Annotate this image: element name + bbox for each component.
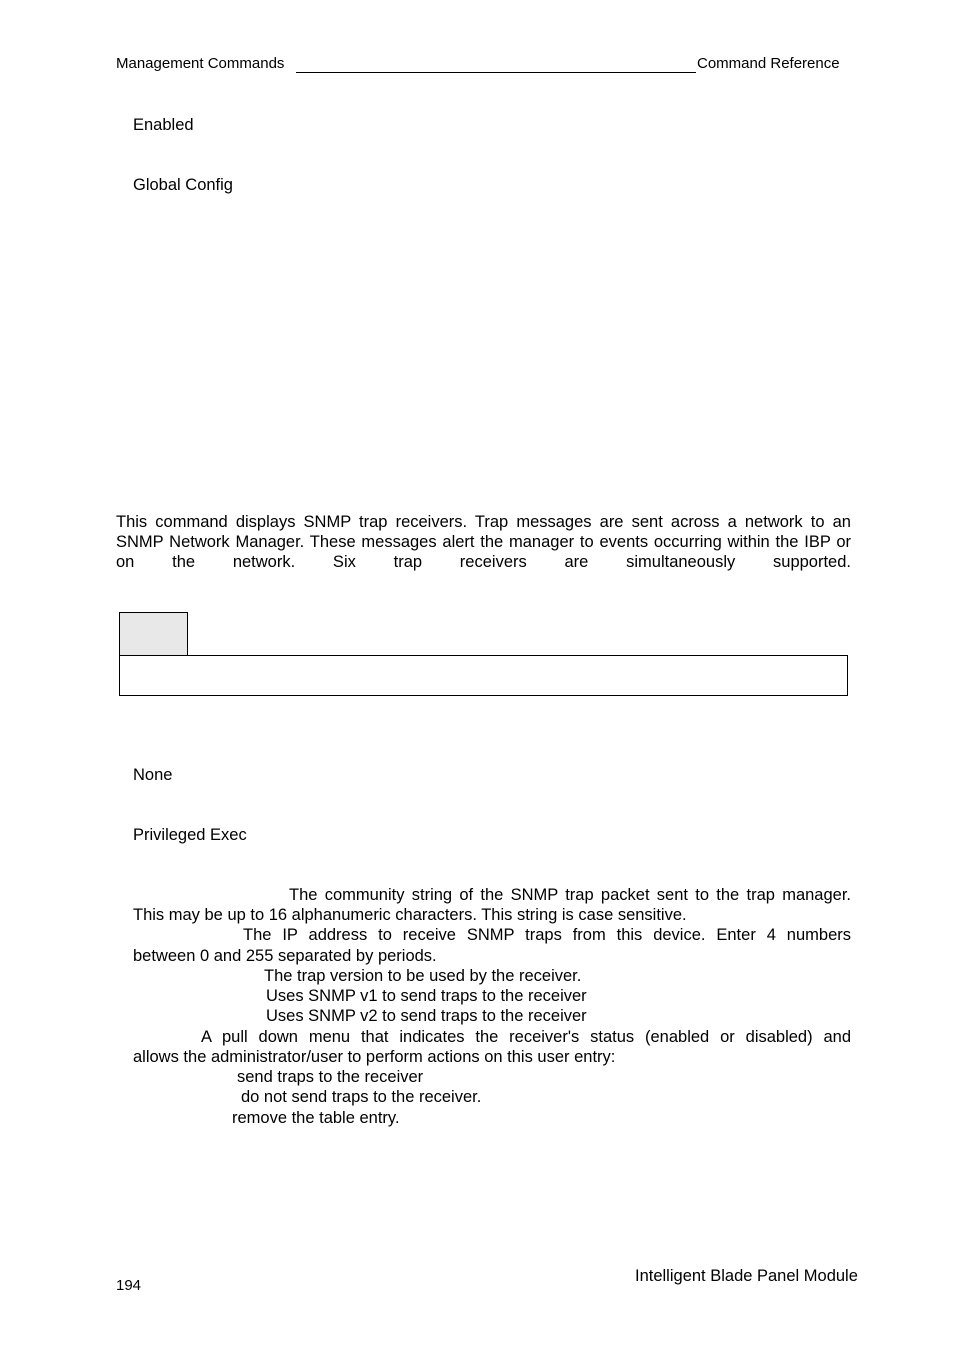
ip-desc-line2: between 0 and 255 separated by periods. [133,947,437,965]
mode-value-privileged: Privileged Exec [133,826,247,844]
snmpv2-desc: Uses SNMP v2 to send traps to the receiver [266,1007,587,1025]
default-value: Enabled [133,116,194,134]
community-desc-line1: The community string of the SNMP trap packet sent to the trap manager. [289,886,851,904]
syntax-box-tab [119,612,188,656]
page-number: 194 [116,1277,142,1294]
syntax-box [119,655,848,696]
command-description: This command displays SNMP trap receivers. Trap messages are sent across a network to an SNMP Network Manager. These messages alert the manager to events occurring within the IBP or on the network. Six trap receivers are simultaneously supported. [116,513,851,571]
ip-desc-line1: The IP address to receive SNMP traps from this device. Enter 4 numbers [243,926,851,944]
enable-desc: send traps to the receiver [237,1068,424,1086]
default-value-none: None [133,766,173,784]
status-desc-line2: allows the administrator/user to perform actions on this user entry: [133,1048,616,1066]
status-desc-line1: A pull down menu that indicates the receiver's status (enabled or disabled) and [201,1028,851,1046]
version-desc: The trap version to be used by the receiver. [264,967,582,985]
header-left: Management Commands [116,55,285,72]
header-right: Command Reference [697,55,840,72]
disable-desc: do not send traps to the receiver. [241,1088,482,1106]
community-desc-line2: This may be up to 16 alphanumeric characters. This string is case sensitive. [133,906,687,924]
header-rule [296,72,696,73]
delete-desc: remove the table entry. [232,1109,400,1127]
snmpv1-desc: Uses SNMP v1 to send traps to the receiver [266,987,587,1005]
footer-product: Intelligent Blade Panel Module [635,1267,858,1285]
mode-value: Global Config [133,176,233,194]
